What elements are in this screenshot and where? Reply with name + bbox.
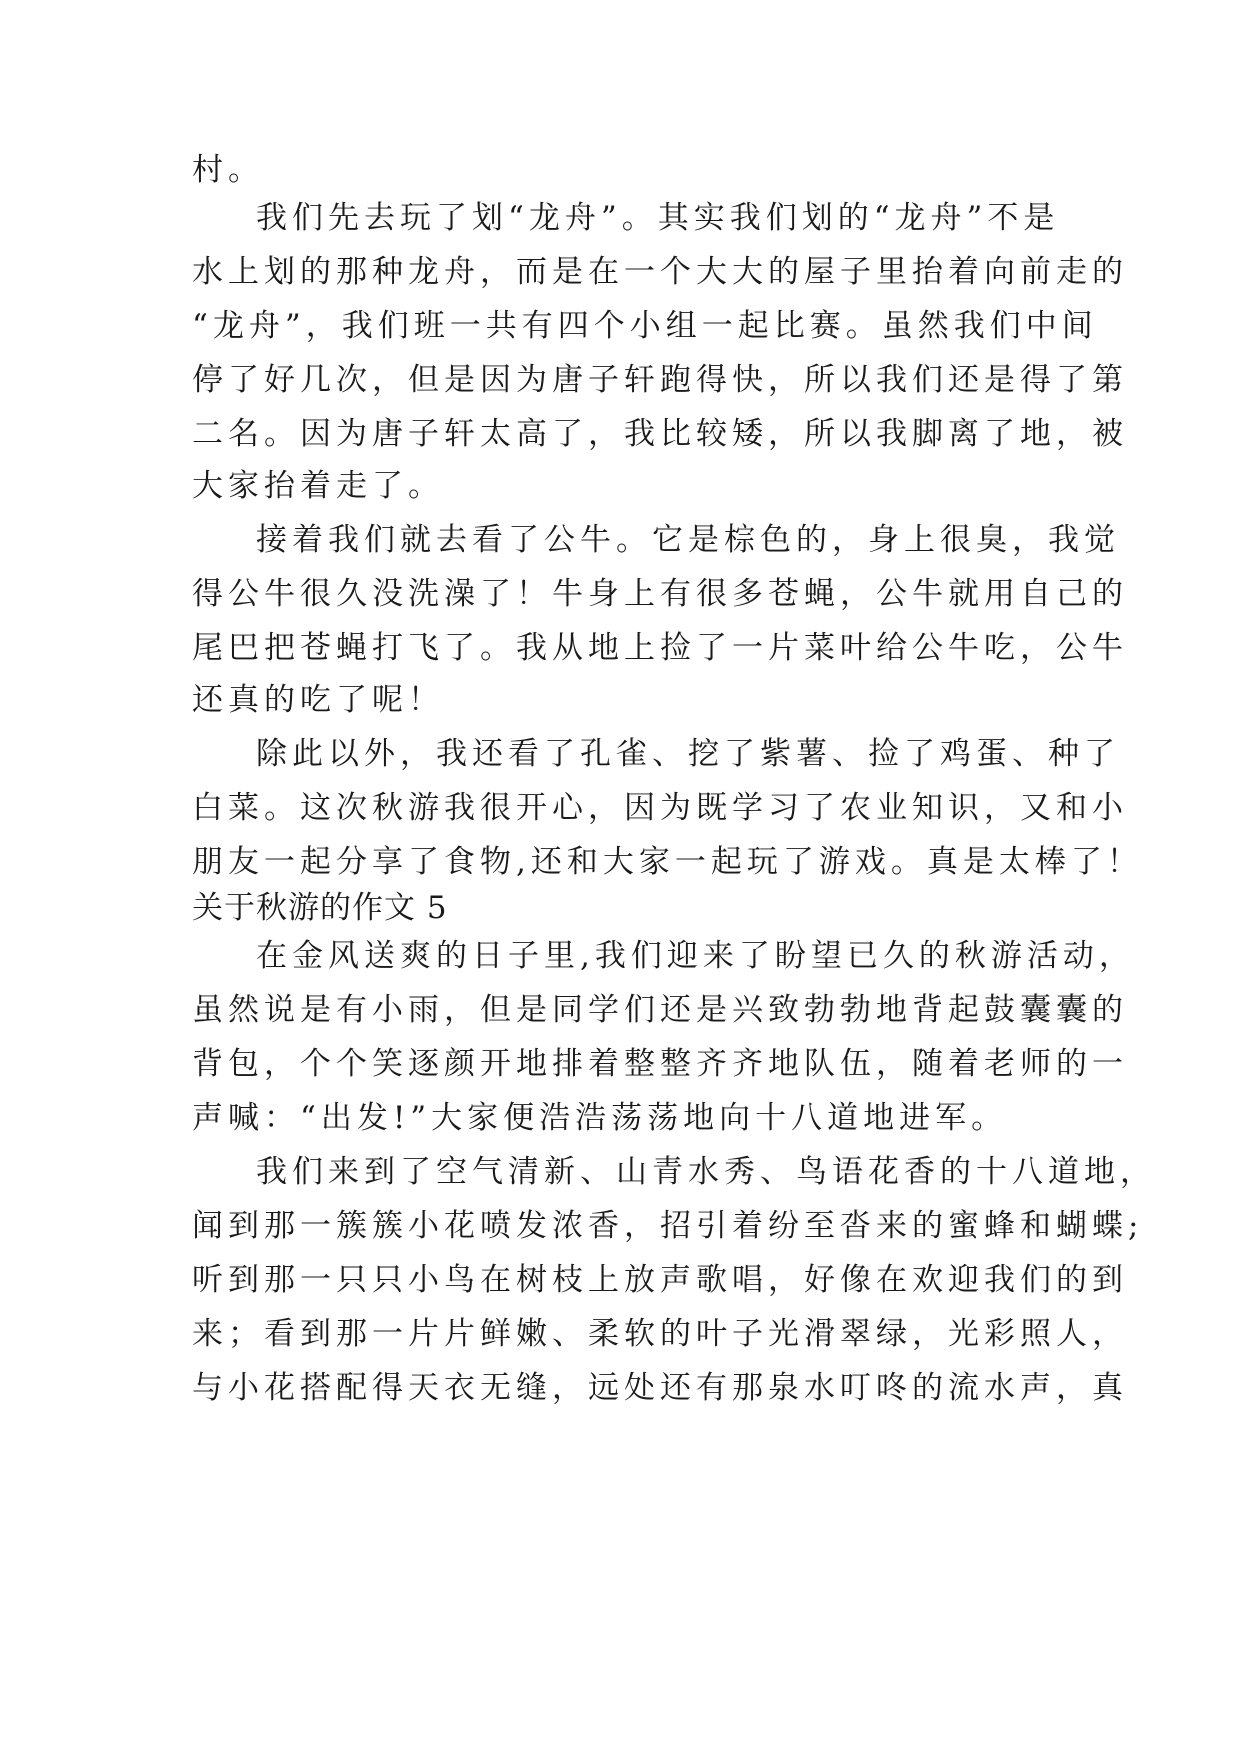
text-line: 尾巴把苍蝇打飞了。我从地上捡了一片菜叶给公牛吃，公牛 <box>192 630 1128 666</box>
text-line: 停了好几次，但是因为唐子轩跑得快，所以我们还是得了第 <box>192 362 1128 398</box>
text-line: 听到那一只只小鸟在树枝上放声歌唱，好像在欢迎我们的到 <box>192 1262 1128 1298</box>
paragraph-first-line: 接着我们就去看了公牛。它是棕色的，身上很臭，我觉 <box>256 522 1120 558</box>
text-line: 与小花搭配得天衣无缝，远处还有那泉水叮咚的流水声，真 <box>192 1370 1128 1406</box>
text-line: 得公牛很久没洗澡了！牛身上有很多苍蝇，公牛就用自己的 <box>192 576 1128 612</box>
paragraph-first-line: 除此以外，我还看了孔雀、挖了紫薯、捡了鸡蛋、种了 <box>256 736 1120 772</box>
text-line: 白菜。这次秋游我很开心，因为既学习了农业知识，又和小 <box>192 790 1128 826</box>
text-line: 大家抬着走了。 <box>192 468 444 504</box>
paragraph-first-line: 在金风送爽的日子里,我们迎来了盼望已久的秋游活动， <box>256 938 1135 974</box>
text-line: 还真的吃了呢！ <box>192 682 444 718</box>
text-line: 朋友一起分享了食物,还和大家一起玩了游戏。真是太棒了！ <box>192 844 1143 880</box>
text-line: 背包，个个笑逐颜开地排着整整齐齐地队伍，随着老师的一 <box>192 1046 1128 1082</box>
paragraph-first-line: 我们先去玩了划“龙舟”。其实我们划的“龙舟”不是 <box>256 200 1060 236</box>
text-line: 声喊：“出发!”大家便浩浩荡荡地向十八道地进军。 <box>192 1100 1008 1136</box>
text-line: 水上划的那种龙舟，而是在一个大大的屋子里抬着向前走的 <box>192 254 1128 290</box>
text-line: 村。 <box>192 152 264 188</box>
text-line: “龙舟”，我们班一共有四个小组一起比赛。虽然我们中间 <box>192 308 1098 344</box>
section-heading: 关于秋游的作文 5 <box>192 890 448 926</box>
text-line: 虽然说是有小雨，但是同学们还是兴致勃勃地背起鼓囊囊的 <box>192 992 1128 1028</box>
text-line: 闻到那一簇簇小花喷发浓香，招引着纷至沓来的蜜蜂和蝴蝶; <box>192 1208 1144 1244</box>
paragraph-first-line: 我们来到了空气清新、山青水秀、鸟语花香的十八道地， <box>256 1154 1156 1190</box>
text-line: 来；看到那一片片鲜嫩、柔软的叶子光滑翠绿，光彩照人， <box>192 1316 1128 1352</box>
text-line: 二名。因为唐子轩太高了，我比较矮，所以我脚离了地，被 <box>192 416 1128 452</box>
